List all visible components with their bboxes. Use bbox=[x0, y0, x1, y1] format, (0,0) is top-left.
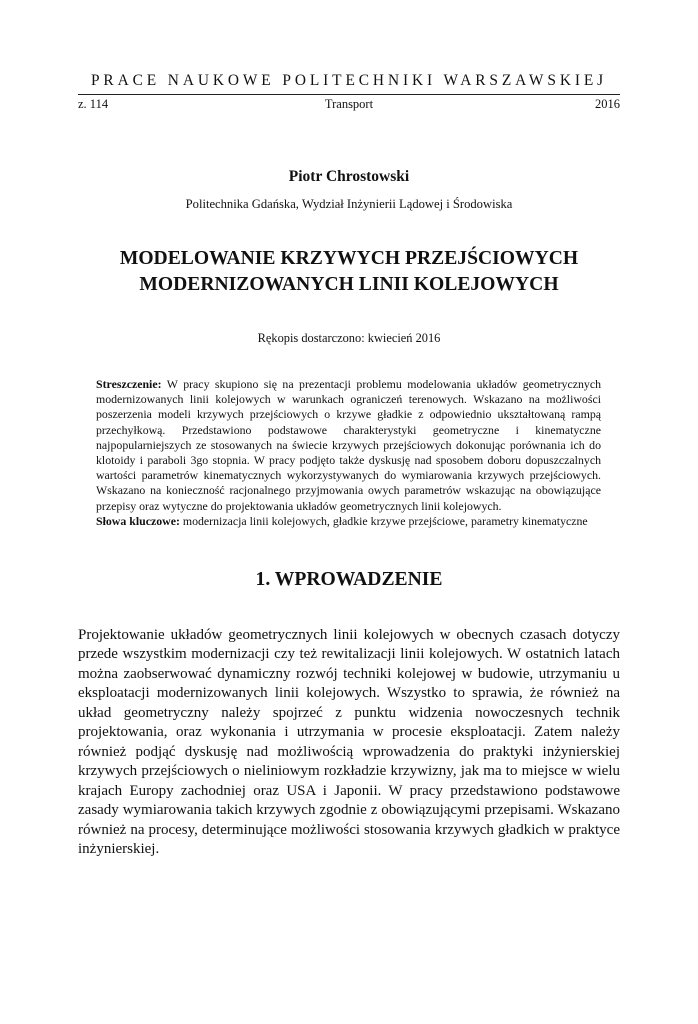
paper-title: MODELOWANIE KRZYWYCH PRZEJŚCIOWYCH MODERNIZOWANYCH LINII KOLEJOWYCH bbox=[119, 248, 579, 295]
section-heading: 1. WPROWADZENIE bbox=[255, 569, 443, 590]
journal-name: PRACE NAUKOWE POLITECHNIKI WARSZAWSKIEJ bbox=[90, 72, 608, 89]
keywords-label: Słowa kluczowe: bbox=[96, 513, 180, 528]
volume-number: z. 114 bbox=[78, 97, 109, 111]
keywords-text: modernizacja linii kolejowych, gładkie krzywe przejściowe, parametry kinematyczne bbox=[182, 513, 588, 528]
author-name: Piotr Chrostowski bbox=[288, 168, 410, 185]
abstract-paragraph bbox=[96, 377, 601, 514]
abstract-text: W pracy skupiono się na prezentacji problemu modelowania układów geometrycznych modernizowanych linii kolejowych w warunkach ograniczeń terenowych. Wskazano na możliwości poszerzenia modeli krzywych przejściowych o krzywe gładkie z odpowiednio ukształtowaną rampą przechyłkową. Przedstawiono podstawowe charakterystyki geometryczne i kinematyczne najpopularniejszych ze stosowanych na świecie krzywych przejściowych dokonując porównania ich do klotoidy i paraboli 3go stopnia. W pracy podjęto także dyskusję nad sposobem doboru dopuszczalnych wartości parametrów kinematycznych wykorzystywanych do wymiarowania krzywych przejściowych. Wskazano na konieczność racjonalnego przyjmowania owych parametrów wskazując na obowiązujące przepisy oraz wytyczne do projektowania układów geometrycznych linii kolejowych. bbox=[96, 377, 601, 513]
publication-year: 2016 bbox=[595, 97, 620, 111]
abstract-block bbox=[96, 377, 601, 529]
received-date: Rękopis dostarczono: kwiecień 2016 bbox=[257, 331, 441, 345]
journal-section: Transport bbox=[324, 97, 374, 111]
author-affiliation: Politechnika Gdańska, Wydział Inżynierii Lądowej i Środowiska bbox=[185, 197, 513, 211]
abstract-label: Streszczenie: bbox=[96, 377, 162, 391]
header-rule bbox=[78, 94, 620, 95]
keywords-paragraph bbox=[96, 514, 601, 529]
section-body-text: Projektowanie układów geometrycznych linii kolejowych w obecnych czasach dotyczy przede wszystkim modernizacji czy też rewitalizacji linii kolejowych. W ostatnich latach można zaobserwować dynamiczny rozwój techniki kolejowej w budowie, utrzymaniu u eksploatacji modernizowanych linii kolejowych. Wszystko to sprawia, że również na układ geometryczny należy spojrzeć z punktu widzenia nowoczesnych technik projektowania, oraz wykonania i utrzymania w procesie eksploatacji. Zatem należy również podjąć dyskusję nad możliwością wprowadzenia do praktyki inżynierskiej krzywych przejściowych o nieliniowym rozkładzie krzywizny, jak ma to miejsce w wielu krajach Europy zachodniej oraz USA i Japonii. W pracy przedstawiono podstawowe zasady wymiarowania takich krzywych zgodnie z obowiązującymi przepisami. Wskazano również na procesy, determinujące możliwości stosowania krzywych gładkich w praktyce inżynierskiej. bbox=[78, 627, 620, 857]
